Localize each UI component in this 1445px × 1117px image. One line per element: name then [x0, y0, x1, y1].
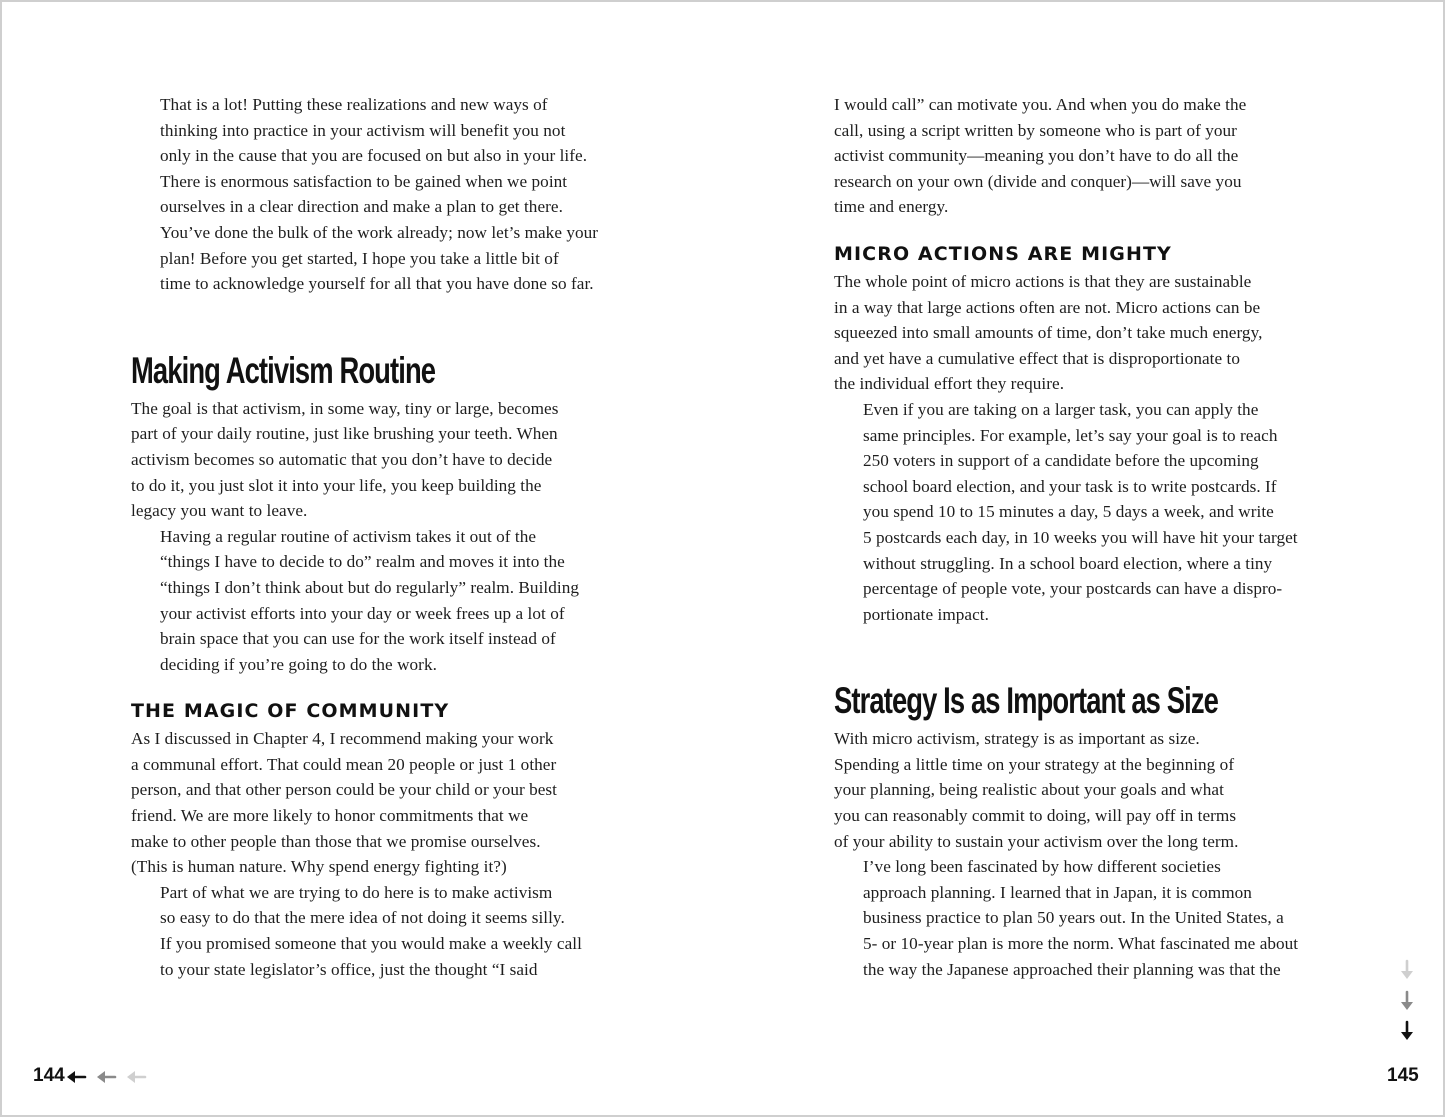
text-line: Having a regular routine of activism takes it out of the — [160, 526, 537, 546]
text-line: You’ve done the bulk of the work already; now let’s make your — [160, 222, 599, 242]
page-number-left: 144 — [33, 1065, 65, 1086]
text-line: activist community—meaning you don’t have to do all the — [834, 146, 1239, 166]
text-line: 250 voters in support of a candidate before the upcoming — [863, 451, 1259, 471]
left-arrow-group — [66, 1066, 156, 1093]
text-line: so easy to do that the mere idea of not doing it seems silly. — [160, 908, 565, 928]
text-line: deciding if you’re going to do the work. — [160, 654, 437, 674]
text-line: brain space that you can use for the work itself instead of — [160, 629, 556, 649]
text-line: As I discussed in Chapter 4, I recommend making your work — [131, 729, 554, 749]
micro-paragraph-1 — [834, 269, 1312, 397]
text-line: to do it, you just slot it into your life, you keep building the — [131, 475, 542, 495]
strategy-paragraph-1 — [834, 726, 1312, 854]
text-line: and yet have a cumulative effect that is disproportionate to — [834, 348, 1240, 368]
text-line: you spend 10 to 15 minutes a day, 5 days a week, and write — [863, 502, 1274, 522]
section-heading-strategy: Strategy Is as Important as Size — [834, 680, 1218, 722]
text-line: The whole point of micro actions is that they are sustainable — [834, 271, 1252, 291]
continued-paragraph — [834, 92, 1312, 220]
text-line: only in the cause that you are focused on but also in your life. — [160, 146, 588, 166]
arrow-left-icon — [97, 1071, 115, 1083]
text-line: your activist efforts into your day or week frees up a lot of — [160, 603, 565, 623]
text-line: “things I don’t think about but do regularly” realm. Building — [160, 577, 579, 597]
text-line: a communal effort. That could mean 20 people or just 1 other — [131, 754, 557, 774]
right-arrow-group — [1396, 958, 1418, 1053]
text-line: thinking into practice in your activism will benefit you not — [160, 120, 566, 140]
text-line: percentage of people vote, your postcards can have a dispro- — [863, 579, 1283, 599]
arrow-left-icon — [127, 1071, 145, 1083]
text-line: approach planning. I learned that in Japan, it is common — [863, 882, 1252, 902]
right-arrows-svg — [1396, 958, 1418, 1048]
text-line: school board election, and your task is to write postcards. If — [863, 476, 1277, 496]
text-line: in a way that large actions often are not. Micro actions can be — [834, 297, 1261, 317]
routine-paragraph-2 — [131, 524, 609, 678]
text-line: ourselves in a clear direction and make a plan to get there. — [160, 197, 563, 217]
text-line: plan! Before you get started, I hope you take a little bit of — [160, 248, 559, 268]
text-line: If you promised someone that you would make a weekly call — [160, 934, 582, 954]
strategy-paragraph-2 — [834, 854, 1312, 982]
subheading-micro-actions: MICRO ACTIONS ARE MIGHTY — [834, 242, 1172, 265]
text-line: 5 postcards each day, in 10 weeks you will have hit your target — [863, 527, 1298, 547]
subheading-magic-of-community: THE MAGIC OF COMMUNITY — [131, 700, 450, 723]
text-line: part of your daily routine, just like brushing your teeth. When — [131, 424, 558, 444]
text-line: portionate impact. — [863, 604, 989, 624]
text-line: Even if you are taking on a larger task, you can apply the — [863, 399, 1259, 419]
micro-paragraph-2 — [834, 397, 1312, 627]
text-line: you can reasonably commit to doing, will pay off in terms — [834, 806, 1237, 826]
text-line: without struggling. In a school board election, where a tiny — [863, 553, 1273, 573]
arrow-down-icon — [1401, 992, 1413, 1010]
routine-paragraph-1 — [131, 396, 609, 524]
text-line: the way the Japanese approached their planning was that the — [863, 959, 1281, 979]
text-line: to your state legislator’s office, just the thought “I said — [160, 959, 538, 979]
text-line: research on your own (divide and conquer)—will save you — [834, 171, 1242, 191]
text-line: activism becomes so automatic that you don’t have to decide — [131, 449, 553, 469]
text-line: time to acknowledge yourself for all that you have done so far. — [160, 274, 594, 294]
text-line: (This is human nature. Why spend energy fighting it?) — [131, 857, 507, 877]
right-page-column — [834, 92, 1312, 982]
text-line: time and energy. — [834, 197, 949, 217]
left-page-column — [131, 92, 609, 982]
text-line: the individual effort they require. — [834, 374, 1065, 394]
left-arrows-svg — [66, 1066, 156, 1088]
arrow-down-icon — [1401, 1022, 1413, 1040]
text-line: Part of what we are trying to do here is to make activism — [160, 882, 553, 902]
community-paragraph-1 — [131, 726, 609, 880]
arrow-left-icon — [67, 1071, 85, 1083]
text-line: your planning, being realistic about your goals and what — [834, 780, 1224, 800]
community-paragraph-2 — [131, 880, 609, 982]
intro-paragraph — [131, 92, 609, 297]
text-line: same principles. For example, let’s say your goal is to reach — [863, 425, 1278, 445]
text-line: I’ve long been fascinated by how different societies — [863, 857, 1221, 877]
text-line: legacy you want to leave. — [131, 501, 308, 521]
text-line: The goal is that activism, in some way, tiny or large, becomes — [131, 398, 559, 418]
text-line: business practice to plan 50 years out. In the United States, a — [863, 908, 1284, 928]
section-heading-making-activism-routine: Making Activism Routine — [131, 349, 436, 391]
text-line: Spending a little time on your strategy at the beginning of — [834, 754, 1235, 774]
text-line: That is a lot! Putting these realizations and new ways of — [160, 95, 548, 114]
text-line: squeezed into small amounts of time, don’t take much energy, — [834, 323, 1263, 343]
text-line: I would call” can motivate you. And when you do make the — [834, 95, 1247, 114]
text-line: of your ability to sustain your activism over the long term. — [834, 831, 1239, 851]
arrow-down-icon — [1401, 961, 1413, 979]
page-number-right: 145 — [1387, 1065, 1419, 1086]
text-line: 5- or 10-year plan is more the norm. What fascinated me about — [863, 934, 1299, 954]
text-line: friend. We are more likely to honor commitments that we — [131, 806, 529, 826]
text-line: There is enormous satisfaction to be gained when we point — [160, 171, 568, 191]
text-line: make to other people than those that we promise ourselves. — [131, 831, 541, 851]
text-line: person, and that other person could be your child or your best — [131, 780, 557, 800]
text-line: “things I have to decide to do” realm and moves it into the — [160, 552, 565, 572]
text-line: With micro activism, strategy is as important as size. — [834, 729, 1200, 749]
text-line: call, using a script written by someone who is part of your — [834, 120, 1237, 140]
